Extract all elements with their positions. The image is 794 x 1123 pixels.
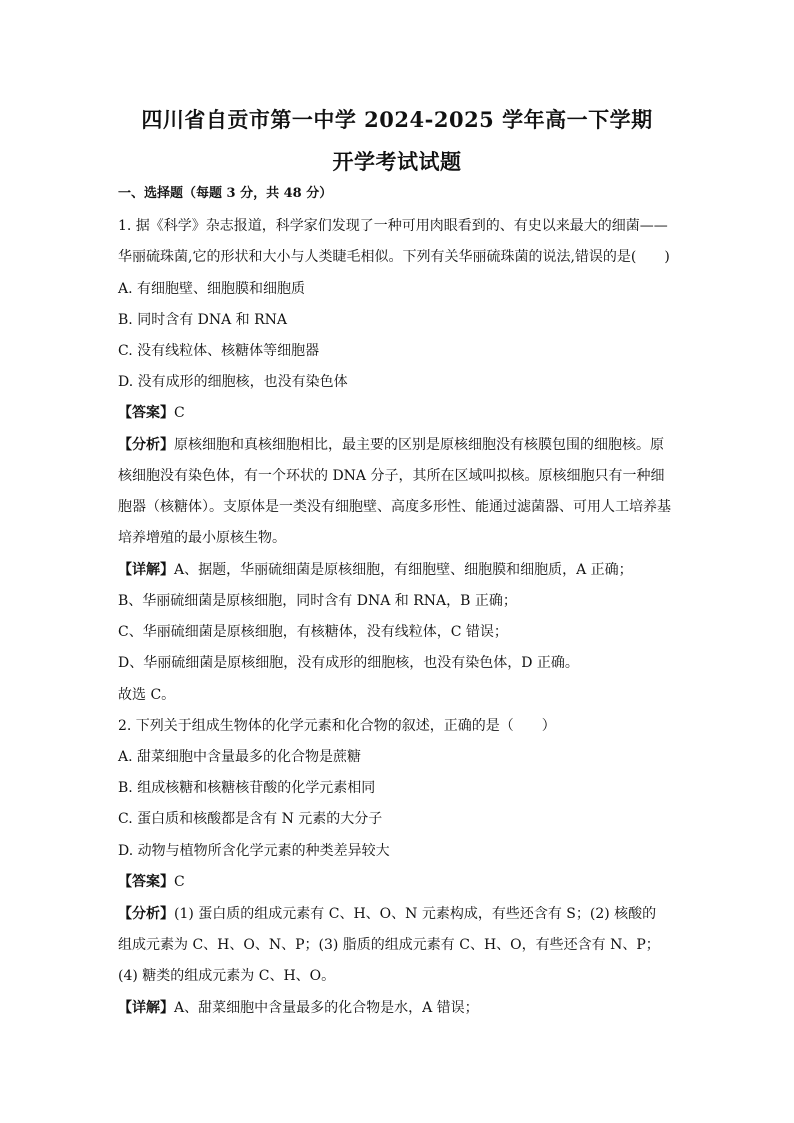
- detail-text: A、据题，华丽硫细菌是原核细胞，有细胞壁、细胞膜和细胞质，A 正确；: [174, 562, 633, 578]
- q1-conclusion: 故选 C。: [118, 687, 176, 703]
- analysis-text: 原核细胞和真核细胞相比，最主要的区别是原核细胞没有核膜包围的细胞核。原: [174, 437, 664, 453]
- q1-option-b: B. 同时含有 DNA 和 RNA: [118, 312, 288, 328]
- q1-option-d: D. 没有成形的细胞核，也没有染色体: [118, 374, 348, 390]
- q2-option-c: C. 蛋白质和核酸都是含有 N 元素的大分子: [118, 811, 383, 827]
- q1-option-a: A. 有细胞壁、细胞膜和细胞质: [118, 281, 306, 297]
- analysis-text: (1) 蛋白质的组成元素有 C、H、O、N 元素构成，有些还含有 S；(2) 核酸的: [174, 906, 657, 922]
- answer-value: C: [174, 405, 185, 421]
- q1-analysis-line3: 胞器（核糖体）。支原体是一类没有细胞壁、高度多形性、能通过滤菌器、可用人工培养基: [118, 499, 671, 515]
- q1-detail-line2: B、华丽硫细菌是原核细胞，同时含有 DNA 和 RNA，B 正确；: [118, 593, 517, 609]
- q1-analysis-line1: [118, 435, 684, 455]
- analysis-label: 【分析】: [118, 906, 174, 922]
- q1-stem-line1: 1. 据《科学》杂志报道，科学家们发现了一种可用肉眼看到的、有史以来最大的细菌——: [118, 218, 668, 234]
- q2-answer: [118, 872, 684, 892]
- document-title-line1: 四川省自贡市第一中学 2024-2025 学年高一下学期: [141, 107, 653, 132]
- q1-stem-line2: 华丽硫珠菌,它的形状和大小与人类睫毛相似。下列有关华丽硫珠菌的说法,错误的是( ): [118, 249, 670, 265]
- document-title-line2: 开学考试试题: [332, 149, 462, 174]
- q2-option-d: D. 动物与植物所含化学元素的种类差异较大: [118, 843, 390, 859]
- q2-option-b: B. 组成核糖和核糖核苷酸的化学元素相同: [118, 780, 376, 796]
- q2-analysis-line1: [118, 904, 684, 924]
- detail-text: A、甜菜细胞中含量最多的化合物是水，A 错误；: [174, 1000, 479, 1016]
- analysis-label: 【分析】: [118, 437, 174, 453]
- answer-label: 【答案】: [118, 405, 174, 421]
- q1-analysis-line2: 核细胞没有染色体，有一个环状的 DNA 分子，其所在区域叫拟核。原核细胞只有一种细: [118, 468, 665, 484]
- detail-label: 【详解】: [118, 562, 174, 578]
- q1-detail-line1: [118, 560, 684, 580]
- q2-stem: 2. 下列关于组成生物体的化学元素和化合物的叙述，正确的是（ ）: [118, 718, 556, 734]
- q2-analysis-line3: (4) 糖类的组成元素为 C、H、O。: [118, 968, 336, 984]
- answer-label: 【答案】: [118, 874, 174, 890]
- detail-label: 【详解】: [118, 1000, 174, 1016]
- section-heading-choice: 一、选择题（每题 3 分，共 48 分）: [118, 186, 333, 201]
- q2-detail-line1: [118, 998, 684, 1018]
- q1-option-c: C. 没有线粒体、核糖体等细胞器: [118, 343, 320, 359]
- q2-option-a: A. 甜菜细胞中含量最多的化合物是蔗糖: [118, 749, 362, 765]
- q1-detail-line3: C、华丽硫细菌是原核细胞，有核糖体，没有线粒体，C 错误；: [118, 624, 508, 640]
- q1-detail-line4: D、华丽硫细菌是原核细胞，没有成形的细胞核，也没有染色体，D 正确。: [118, 655, 579, 671]
- q2-analysis-line2: 组成元素为 C、H、O、N、P；(3) 脂质的组成元素有 C、H、O，有些还含有 N、P；: [118, 937, 660, 953]
- q1-answer: [118, 403, 684, 423]
- q1-analysis-line4: 培养增殖的最小原核生物。: [118, 530, 286, 546]
- answer-value: C: [174, 874, 185, 890]
